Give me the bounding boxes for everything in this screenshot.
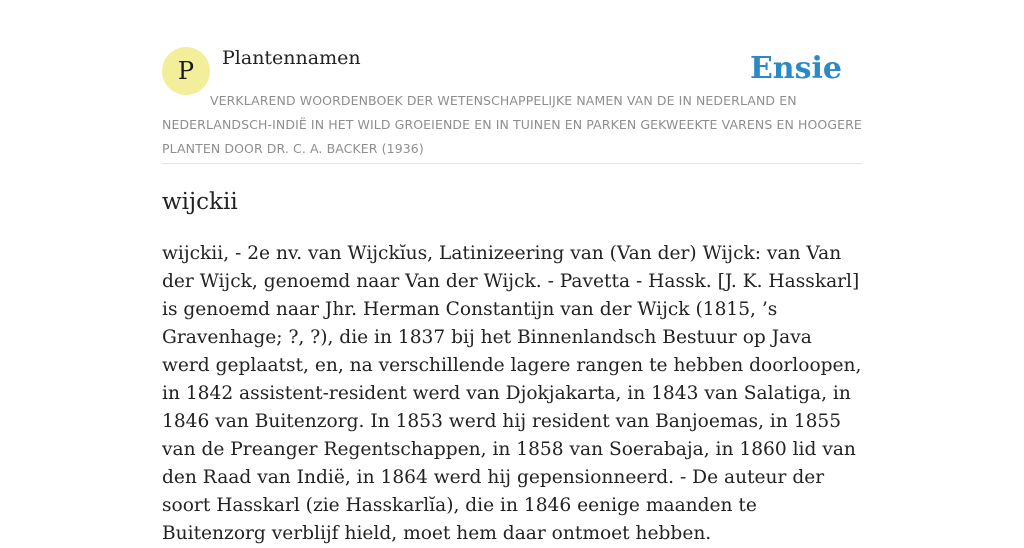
ensie-brand-link[interactable]: Ensie [749, 51, 842, 86]
dictionary-logo[interactable] [162, 47, 210, 95]
logo-letter: P [177, 57, 195, 85]
dictionary-subtitle: VERKLAREND WOORDENBOEK DER WETENSCHAPPELIJKE NAMEN VAN DE IN NEDERLAND EN NEDERLANDSCH-INDIË IN HET WILD GROEIENDE EN IN TUINEN EN PARKEN GEKWEEKTE VARENS EN HOOGERE PLANTEN DOOR DR. C. A. BACKER (1936) [162, 93, 862, 156]
entry-headword: wijckii [162, 189, 238, 215]
entry-definition: wijckii, - 2e nv. van Wijckĭus, Latinizeering van (Van der) Wijck: van Van der Wijck, genoemd naar Van der Wijck. - Pavetta - Hassk. [J. K. Hasskarl] is genoemd naar Jhr. Herman Constantijn van der Wijck (1815, ’s Gravenhage; ?, ?), die in 1837 bij het Binnenlandsch Bestuur op Java werd geplaatst, en, na verschillende lagere rangen te hebben doorloopen, in 1842 assistent-resident werd van Djokjakarta, in 1843 van Salatiga, in 1846 van Buitenzorg. In 1853 werd hij resident van Banjoemas, in 1855 van de Preanger Regentschappen, in 1858 van Soerabaja, in 1860 lid van den Raad van Indië, in 1864 werd hij gepensionneerd. - De auteur der soort Hasskarl (zie Hasskarlĭa), die in 1846 eenige maanden te Buitenzorg verblijf hield, moet hem daar ontmoet hebben. [162, 243, 862, 544]
header-divider [162, 163, 862, 164]
dictionary-title-link[interactable]: Plantennamen [222, 47, 361, 69]
